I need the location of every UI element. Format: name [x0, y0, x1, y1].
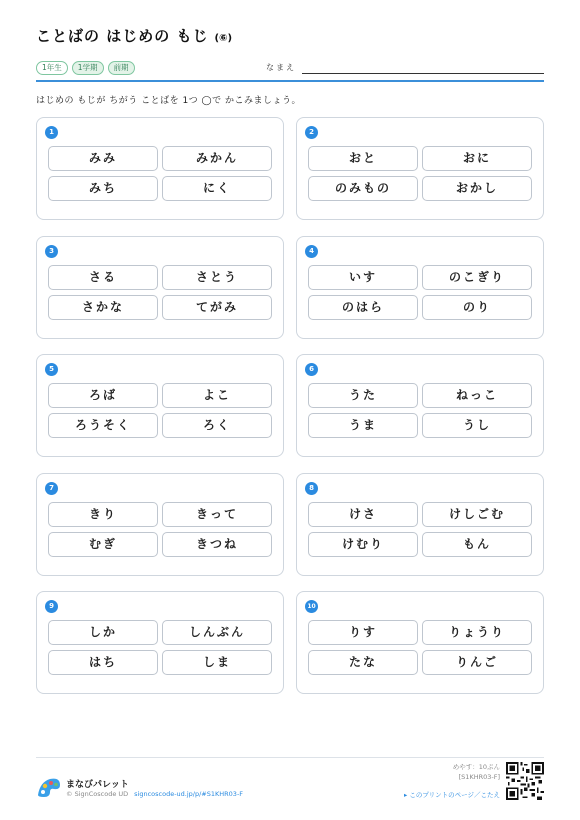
- name-label: なまえ: [266, 63, 296, 72]
- word-choice[interactable]: もん: [422, 532, 532, 557]
- word-choice[interactable]: しか: [48, 620, 158, 645]
- question-card-8: [296, 473, 544, 576]
- tag-row: [36, 61, 135, 75]
- question-number-badge: 4: [305, 245, 318, 258]
- brand-name: まなびパレット: [66, 780, 129, 790]
- word-choice[interactable]: きり: [48, 502, 158, 527]
- footer-divider: [36, 757, 544, 758]
- question-number-badge: 1: [45, 126, 58, 139]
- question-card-10: [296, 591, 544, 694]
- question-number-badge: 10: [305, 600, 318, 613]
- word-choice[interactable]: むぎ: [48, 532, 158, 557]
- word-choice[interactable]: ねっこ: [422, 383, 532, 408]
- word-choice[interactable]: さとう: [162, 265, 272, 290]
- word-choice[interactable]: ろうそく: [48, 413, 158, 438]
- word-choice[interactable]: りょうり: [422, 620, 532, 645]
- word-choice[interactable]: さかな: [48, 295, 158, 320]
- word-choice[interactable]: けさ: [308, 502, 418, 527]
- word-choice[interactable]: うま: [308, 413, 418, 438]
- word-choice[interactable]: たな: [308, 650, 418, 675]
- question-number-badge: 5: [45, 363, 58, 376]
- instruction-text: はじめの もじが ちがう ことばを 1つ ◯で かこみましょう。: [36, 96, 301, 106]
- question-card-6: [296, 354, 544, 457]
- word-choice[interactable]: しま: [162, 650, 272, 675]
- title-number: (⑥): [214, 33, 233, 44]
- question-card-2: [296, 117, 544, 220]
- question-card-3: [36, 236, 284, 339]
- word-choice[interactable]: おに: [422, 146, 532, 171]
- word-choice[interactable]: みち: [48, 176, 158, 201]
- word-choice[interactable]: のみもの: [308, 176, 418, 201]
- question-number-badge: 7: [45, 482, 58, 495]
- question-number-badge: 8: [305, 482, 318, 495]
- answer-page-link[interactable]: ▸ このプリントのページ／こたえ: [404, 791, 500, 799]
- word-choice[interactable]: いす: [308, 265, 418, 290]
- worksheet-title: [36, 25, 232, 46]
- word-choice[interactable]: のり: [422, 295, 532, 320]
- worksheet-code: [S1KHR03-F]: [458, 773, 500, 781]
- word-choice[interactable]: きって: [162, 502, 272, 527]
- word-choice[interactable]: りんご: [422, 650, 532, 675]
- question-card-7: [36, 473, 284, 576]
- grade-tag: 1年生: [36, 61, 68, 75]
- word-choice[interactable]: よこ: [162, 383, 272, 408]
- word-choice[interactable]: うし: [422, 413, 532, 438]
- word-choice[interactable]: はち: [48, 650, 158, 675]
- question-card-9: [36, 591, 284, 694]
- word-choice[interactable]: ろば: [48, 383, 158, 408]
- name-field-line[interactable]: [302, 73, 544, 74]
- term-tag: 1学期: [72, 61, 104, 75]
- palette-logo-icon: [36, 776, 62, 798]
- question-number-badge: 9: [45, 600, 58, 613]
- word-choice[interactable]: けしごむ: [422, 502, 532, 527]
- word-choice[interactable]: おかし: [422, 176, 532, 201]
- word-choice[interactable]: てがみ: [162, 295, 272, 320]
- footer-meta: [404, 762, 500, 800]
- question-number-badge: 6: [305, 363, 318, 376]
- time-estimate: めやす：10ぷん: [452, 763, 500, 771]
- question-card-4: [296, 236, 544, 339]
- period-tag: 前期: [108, 61, 135, 75]
- qr-code-icon[interactable]: [506, 762, 544, 800]
- word-choice[interactable]: うた: [308, 383, 418, 408]
- page-url-link[interactable]: signcoscode-ud.jp/p/#S1KHR03-F: [134, 790, 244, 798]
- word-choice[interactable]: さる: [48, 265, 158, 290]
- word-choice[interactable]: おと: [308, 146, 418, 171]
- question-card-1: [36, 117, 284, 220]
- word-choice[interactable]: ろく: [162, 413, 272, 438]
- word-choice[interactable]: りす: [308, 620, 418, 645]
- word-choice[interactable]: しんぶん: [162, 620, 272, 645]
- copyright-text: © SignCoscode UD: [66, 790, 129, 798]
- word-choice[interactable]: みかん: [162, 146, 272, 171]
- copyright-line: [66, 790, 243, 798]
- question-number-badge: 2: [305, 126, 318, 139]
- question-card-5: [36, 354, 284, 457]
- word-choice[interactable]: にく: [162, 176, 272, 201]
- word-choice[interactable]: のこぎり: [422, 265, 532, 290]
- word-choice[interactable]: のはら: [308, 295, 418, 320]
- header-divider: [36, 80, 544, 82]
- title-text: ことばの はじめの もじ: [36, 27, 209, 45]
- word-choice[interactable]: けむり: [308, 532, 418, 557]
- word-choice[interactable]: きつね: [162, 532, 272, 557]
- question-number-badge: 3: [45, 245, 58, 258]
- word-choice[interactable]: みみ: [48, 146, 158, 171]
